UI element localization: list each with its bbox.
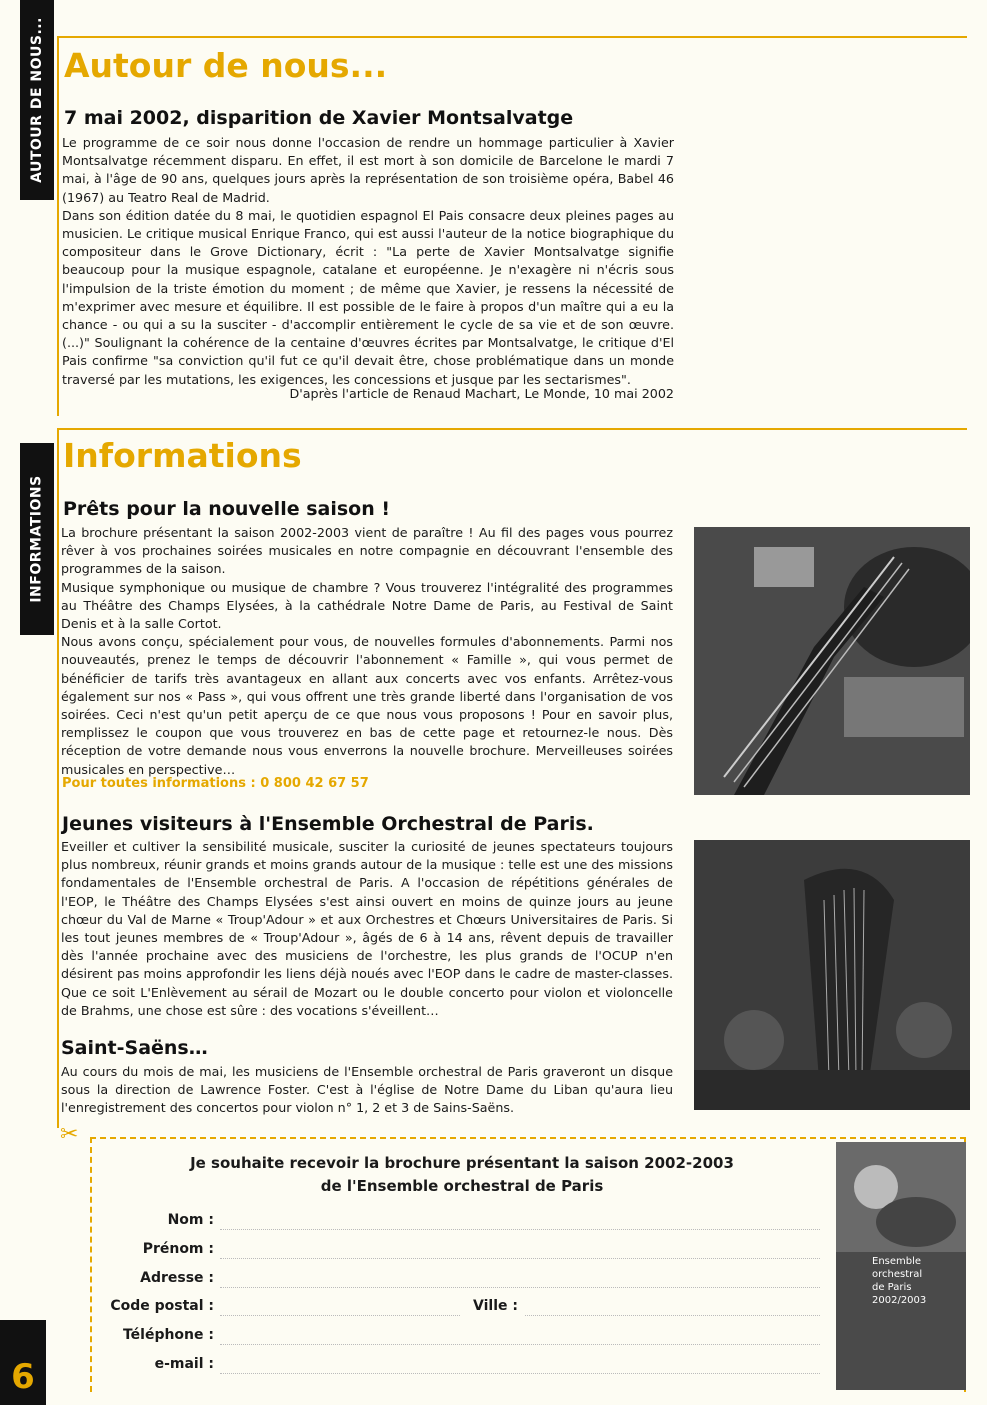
paragraph: Au cours du mois de mai, les musiciens de l'Ensemble orchestral de Paris graveront un disque sous la direction de Lawrence Foster. C'est à l'église de Notre Dame du Liban qu'aura lieu l'enregistrement des concertos pour violon n° 1, 2 et 3 de Sains-Saëns.: [61, 1064, 673, 1116]
subtitle-montsalvatge: 7 mai 2002, disparition de Xavier Montsalvatge: [64, 107, 574, 129]
paragraph: Musique symphonique ou musique de chambre ? Vous trouverez l'intégralité des programmes au Théâtre des Champs Elysées, à la cathédrale Notre Dame de Paris, au Festival de Saint Denis et à la salle Cortot.: [61, 579, 673, 632]
side-tab-informations-label: INFORMATIONS: [29, 475, 45, 603]
rule-informations: [57, 428, 967, 430]
label-telephone: Téléphone :: [122, 1327, 214, 1343]
section-title-informations: Informations: [63, 436, 302, 475]
label-prenom: Prénom :: [142, 1241, 214, 1257]
nom-field[interactable]: [220, 1228, 820, 1230]
ville-field[interactable]: [525, 1314, 820, 1316]
adresse-field[interactable]: [220, 1286, 820, 1288]
paragraph: Nous avons conçu, spécialement pour vous, de nouvelles formules d'abonnements. Parmi nos nouveautés, prenez le temps de découvrir l'abonnement « Famille », qui vous permet de bénéficier de tarifs très avantageux en allant aux concerts avec vos enfants. Arrêtez-vous également sur nos « Pass », qui vous offrent une très grande liberté dans l'organisation de vos soirées. Ceci n'est qu'un petit aperçu de ce que nous vous proposons ! Pour en savoir plus, remplissez le coupon que vous trouverez en bas de cette page et retournez-le nous. Dès réception de votre demande nous vous enverrons la nouvelle brochure. Merveilleuses soirées musicales en perspective…: [61, 634, 673, 777]
paragraph: Eveiller et cultiver la sensibilité musicale, susciter la curiosité de jeunes spectateurs toujours plus nombreux, réunir grands et moins grands autour de la musique : telle est une des missions fondamentales de l'Ensemble orchestral de Paris. A l'occasion de répétitions générales de l'EOP, le Théâtre des Champs Elysées s'est ainsi ouvert en moins de quinze jours au jeune chœur du Val de Marne « Troup'Adour » et aux Orchestres et Chœurs Universitaires de Paris. Si les tout jeunes membres de « Troup'Adour », âgés de 6 à 14 ans, rêvent depuis de travailler dès l'année prochaine avec des musiciens de l'orchestre, les plus grands de l'OCUP n'en désirent pas moins approfondir les liens déjà noués avec l'EOP dans le cadre de master-classes. Que ce soit L'Enlèvement au sérail de Mozart ou le double concerto pour violon et violoncelle de Brahms, une chose est sûre : des vocations s'éveillent…: [61, 839, 673, 1018]
brochure-line4: 2002/2003: [872, 1295, 927, 1306]
photo-orchestra-harp: [694, 840, 970, 1110]
rule-autour: [57, 36, 967, 38]
coupon-title: [92, 1152, 832, 1198]
contact-phone: Pour toutes informations : 0 800 42 67 57: [62, 776, 369, 791]
label-adresse: Adresse :: [140, 1270, 214, 1286]
side-tab-autour-label: AUTOUR DE NOUS...: [29, 17, 45, 183]
double-bass-illustration: [694, 527, 970, 795]
scissors-icon: ✂: [60, 1122, 79, 1147]
label-email: e-mail :: [154, 1356, 214, 1372]
paragraph: Le programme de ce soir nous donne l'occasion de rendre un hommage particulier à Xavier Montsalvatge récemment disparu. En effet, il est mort à son domicile de Barcelone le mardi 7 mai, à l'âge de 90 ans, quelques jours après la représentation de son troisième opéra, Babel 46 (1967) au Teatro Real de Madrid.: [62, 135, 674, 205]
text-autour: [62, 134, 674, 389]
telephone-field[interactable]: [220, 1343, 820, 1345]
text-saint-saens: [61, 1063, 673, 1118]
label-nom: Nom :: [167, 1212, 214, 1228]
subtitle-jeunes-visiteurs: Jeunes visiteurs à l'Ensemble Orchestral de Paris.: [62, 813, 594, 835]
brochure-line3: de Paris: [872, 1282, 912, 1293]
code-postal-field[interactable]: [220, 1314, 460, 1316]
paragraph: Dans son édition datée du 8 mai, le quotidien espagnol El Pais consacre deux pleines pages au musicien. Le critique musical Enrique Franco, qui est aussi l'auteur de la notice biographique du compositeur dans le Grove Dictionary, écrit : "La perte de Xavier Montsalvatge signifie beaucoup pour la musique espagnole, catalane et européenne. Je n'exagère ni n'écris sous l'impulsion de la triste émotion du moment ; de même que Xavier, je ressens la nécessité de m'exprimer avec mesure et équilibre. Il est possible de le faire à propos d'un maître qui a eu la chance - ou qui a su la susciter - d'accomplir entièrement le cycle de sa vie et de son œuvre. (...)" Soulignant la cohérence de la centaine d'œuvres écrites par Montsalvatge, le critique d'El Pais confirme "sa conviction qu'il fut ce qu'il devait être, chose problématique dans un monde traversé par les mutations, les exigences, les concessions et jusque par les sectarismes".: [62, 207, 674, 387]
text-nouvelle-saison: [61, 524, 673, 779]
brochure-line2: orchestral: [872, 1269, 923, 1280]
brochure-cover-text: [872, 1255, 926, 1307]
subtitle-nouvelle-saison: Prêts pour la nouvelle saison !: [63, 498, 391, 520]
side-tab-informations: [20, 443, 54, 635]
article-credit: D'après l'article de Renaud Machart, Le Monde, 10 mai 2002: [289, 386, 674, 401]
coupon-title-line1: Je souhaite recevoir la brochure présentant la saison 2002-2003: [190, 1154, 734, 1172]
brochure-line1: Ensemble: [872, 1256, 922, 1267]
paragraph: La brochure présentant la saison 2002-2003 vient de paraître ! Au fil des pages vous pourrez rêver à vos prochaines soirées musicales en notre compagnie en découvrant l'ensemble des programmes de la saison.: [61, 525, 673, 577]
vrule-informations: [57, 428, 59, 1128]
subtitle-saint-saens: Saint-Saëns…: [61, 1037, 208, 1059]
label-code-postal: Code postal :: [110, 1298, 214, 1314]
photo-double-bass: [694, 527, 970, 795]
label-ville: Ville :: [473, 1298, 518, 1314]
vrule-autour: [57, 36, 59, 416]
orchestra-illustration: [694, 840, 970, 1110]
side-tab-autour: [20, 0, 54, 200]
text-jeunes-visiteurs: [61, 838, 673, 1020]
email-field[interactable]: [220, 1372, 820, 1374]
page-number: 6: [0, 1320, 46, 1405]
coupon-title-line2: de l'Ensemble orchestral de Paris: [320, 1177, 604, 1195]
prenom-field[interactable]: [220, 1257, 820, 1259]
section-title-autour: Autour de nous...: [64, 46, 388, 85]
